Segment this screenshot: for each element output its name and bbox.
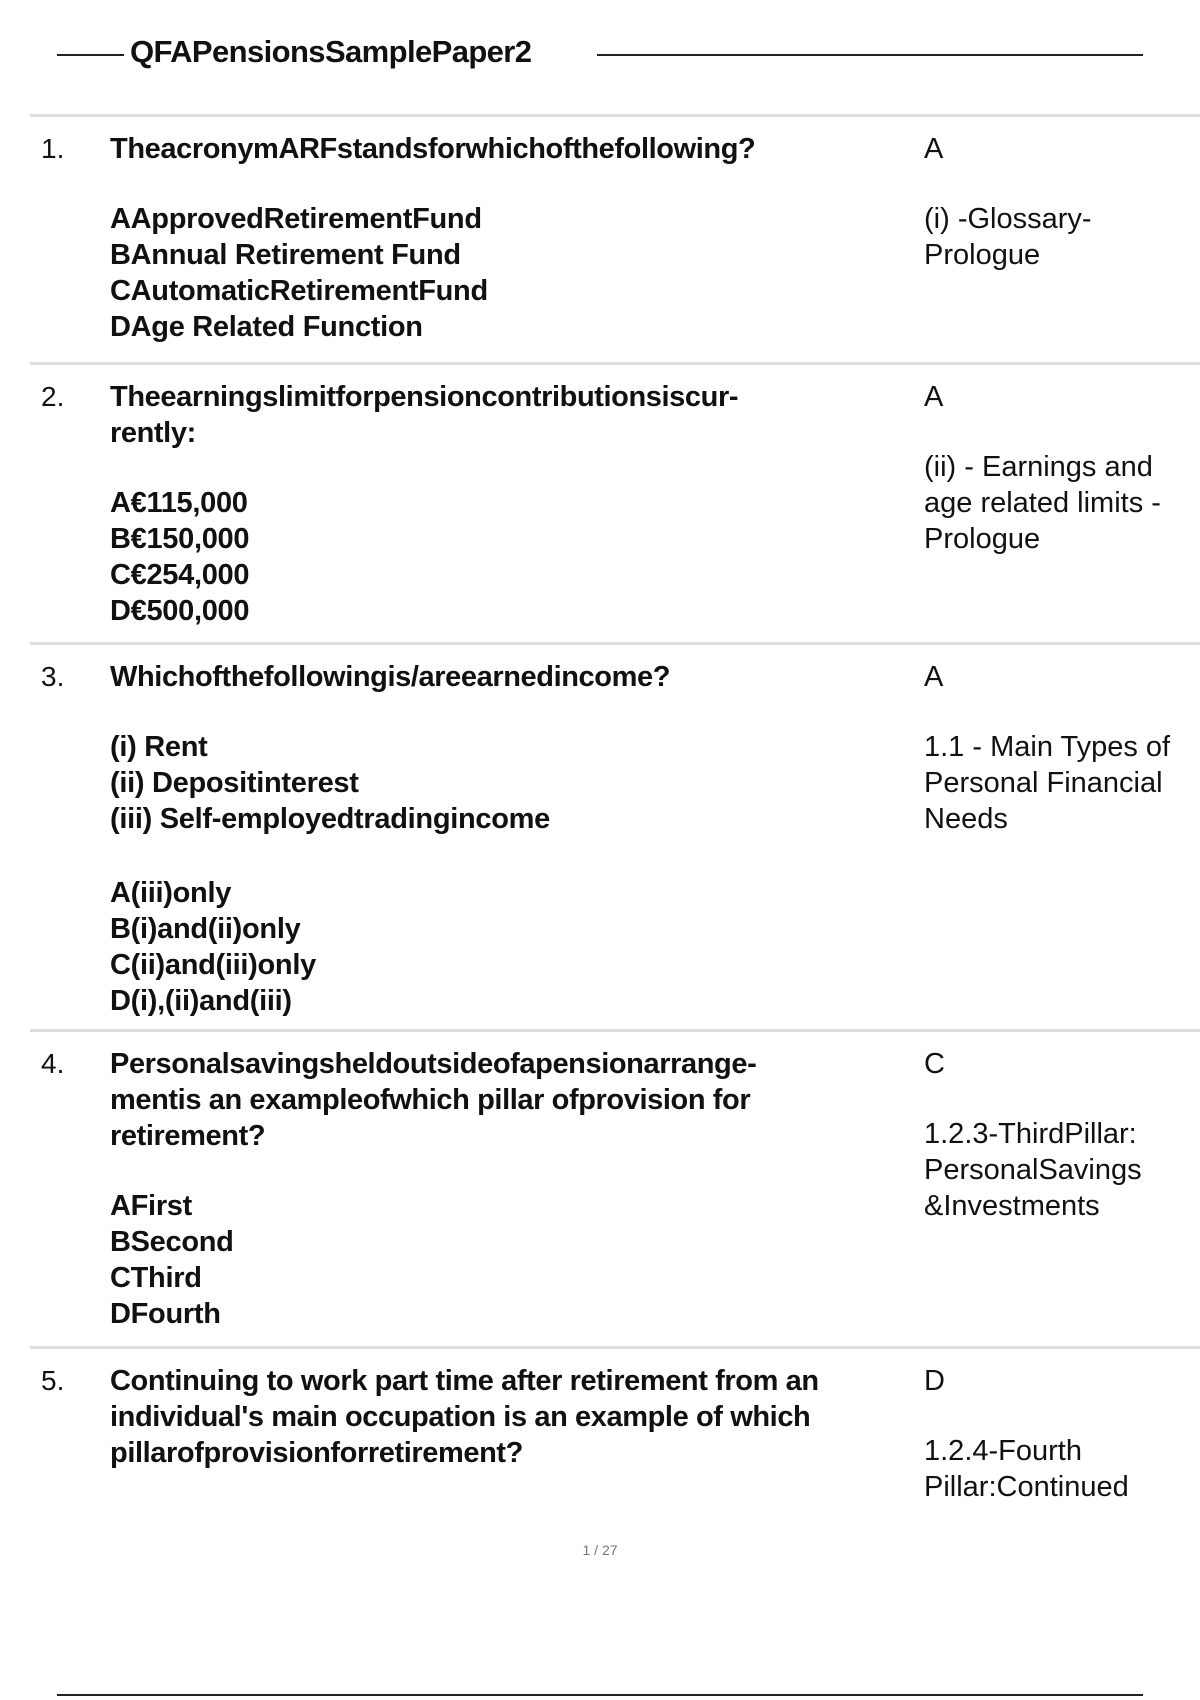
syllabus-reference <box>924 1116 1200 1224</box>
question-5 <box>30 1346 1200 1546</box>
page-header <box>57 30 1143 82</box>
answer-column <box>924 659 1200 837</box>
question-text <box>110 379 950 451</box>
option-d: DFourth <box>110 1298 221 1330</box>
document-title: QFAPensionsSamplePaper2 <box>130 34 532 69</box>
statement-item: (iii) Self-employedtradingincome <box>110 803 550 835</box>
reference-line: age related limits - <box>924 487 1161 519</box>
answer-options <box>110 1188 950 1332</box>
correct-answer: A <box>924 381 944 413</box>
statement-item: (i) Rent <box>110 731 208 763</box>
reference-line: (ii) - Earnings and <box>924 451 1153 483</box>
header-rule-right <box>597 54 1143 56</box>
question-text-line: Theearningslimitforpensioncontributionsiscur- <box>110 381 739 413</box>
syllabus-reference <box>924 201 1200 273</box>
option-d: DAge Related Function <box>110 311 423 343</box>
option-c: C€254,000 <box>110 559 250 591</box>
correct-answer: A <box>924 133 944 165</box>
question-4 <box>30 1029 1200 1346</box>
option-a: AFirst <box>110 1190 192 1222</box>
option-a: A€115,000 <box>110 487 248 519</box>
question-text-line: rently: <box>110 417 196 449</box>
statement-list <box>110 729 950 837</box>
correct-answer: C <box>924 1048 945 1080</box>
question-number: 4. <box>41 1048 65 1079</box>
question-3 <box>30 642 1200 1029</box>
question-text-line: retirement? <box>110 1120 266 1152</box>
answer-options <box>110 875 950 1019</box>
answer-options <box>110 201 950 345</box>
question-body <box>110 131 950 345</box>
option-b: B€150,000 <box>110 523 250 555</box>
correct-answer: A <box>924 661 944 693</box>
option-b: BAnnual Retirement Fund <box>110 239 461 271</box>
statement-item: (ii) Depositinterest <box>110 767 359 799</box>
question-body <box>110 379 950 629</box>
question-body <box>110 659 950 1019</box>
question-text-line: mentis an exampleofwhich pillar ofprovision for <box>110 1084 751 1116</box>
question-text-line: Continuing to work part time after retirement from an <box>110 1365 819 1397</box>
reference-line: 1.2.4-Fourth <box>924 1435 1082 1467</box>
question-number: 2. <box>41 381 65 412</box>
question-number: 3. <box>41 661 65 692</box>
reference-line: Pillar:Continued <box>924 1471 1129 1503</box>
syllabus-reference <box>924 449 1200 557</box>
syllabus-reference <box>924 729 1200 837</box>
question-text-line: TheacronymARFstandsforwhichofthefollowing? <box>110 133 756 165</box>
question-text <box>110 1363 950 1471</box>
option-a: A(iii)only <box>110 877 232 909</box>
reference-line: (i) -Glossary- <box>924 203 1092 235</box>
reference-line: Prologue <box>924 523 1041 555</box>
option-a: AApprovedRetirementFund <box>110 203 482 235</box>
reference-line: 1.2.3-ThirdPillar: <box>924 1118 1137 1150</box>
answer-column <box>924 379 1200 557</box>
reference-line: Prologue <box>924 239 1041 271</box>
question-text <box>110 1046 950 1154</box>
question-text <box>110 131 950 167</box>
reference-line: &Investments <box>924 1190 1100 1222</box>
answer-column <box>924 131 1200 273</box>
reference-line: Personal Financial <box>924 767 1163 799</box>
answer-options <box>110 485 950 629</box>
syllabus-reference <box>924 1433 1200 1505</box>
reference-line: PersonalSavings <box>924 1154 1142 1186</box>
correct-answer: D <box>924 1365 945 1397</box>
question-text-line: pillarofprovisionforretirement? <box>110 1437 523 1469</box>
question-number: 1. <box>41 133 65 164</box>
option-c: CThird <box>110 1262 202 1294</box>
reference-line: 1.1 - Main Types of <box>924 731 1171 763</box>
question-text-line: Whichofthefollowingis/areearnedincome? <box>110 661 671 693</box>
header-rule-left <box>57 54 124 56</box>
question-text-line: Personalsavingsheldoutsideofapensionarrange- <box>110 1048 757 1080</box>
answer-column <box>924 1363 1200 1505</box>
footer-rule <box>57 1694 1143 1696</box>
option-d: D€500,000 <box>110 595 250 627</box>
option-d: D(i),(ii)and(iii) <box>110 985 292 1017</box>
question-text <box>110 659 950 695</box>
answer-column <box>924 1046 1200 1224</box>
question-list <box>30 114 1200 1546</box>
question-2 <box>30 362 1200 642</box>
question-text-line: individual's main occupation is an example of which <box>110 1401 811 1433</box>
reference-line: Needs <box>924 803 1008 835</box>
question-number: 5. <box>41 1365 65 1396</box>
question-body <box>110 1363 950 1471</box>
option-b: BSecond <box>110 1226 234 1258</box>
question-body <box>110 1046 950 1332</box>
option-c: C(ii)and(iii)only <box>110 949 316 981</box>
question-1 <box>30 114 1200 362</box>
option-c: CAutomaticRetirementFund <box>110 275 488 307</box>
option-b: B(i)and(ii)only <box>110 913 301 945</box>
page-number: 1 / 27 <box>582 1542 618 1558</box>
